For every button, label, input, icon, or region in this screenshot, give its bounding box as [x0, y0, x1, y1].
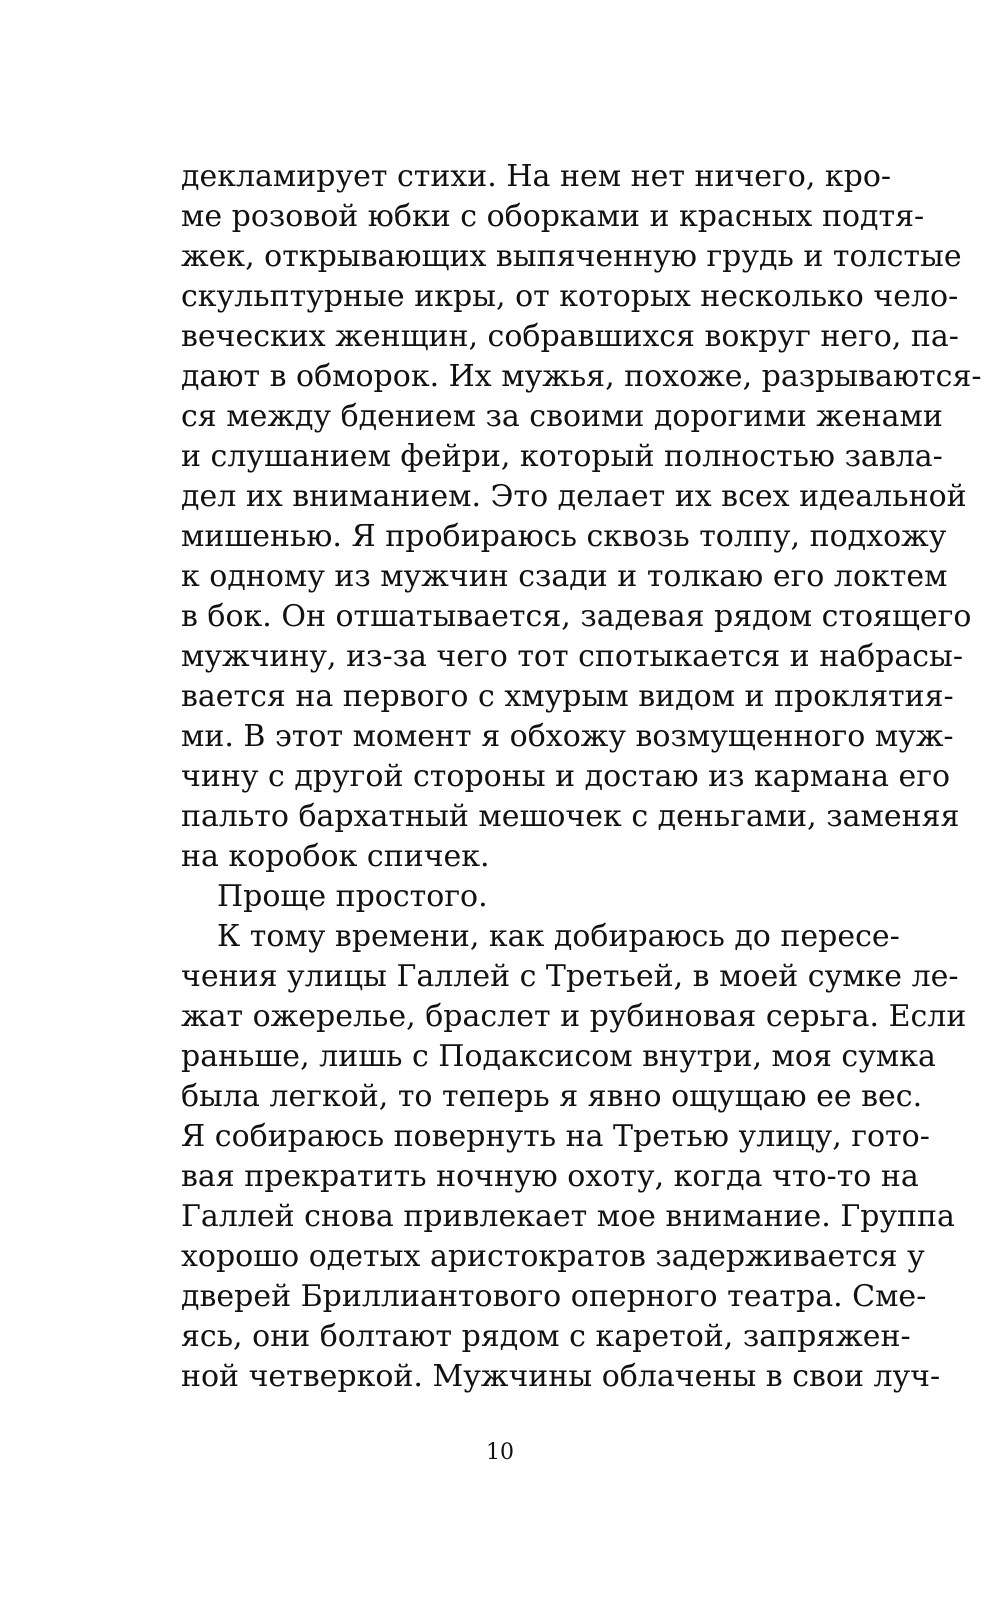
text-line-5: веческих женщин, собравшихся вокруг него, па- [181, 319, 959, 354]
text-line-26: вая прекратить ночную охоту, когда что-то на [181, 1159, 919, 1194]
text-line-1: декламирует стихи. На нем нет ничего, кро- [181, 159, 892, 194]
text-line-19: Проще простого. [217, 879, 488, 914]
text-line-11: к одному из мужчин сзади и толкаю его локтем [181, 559, 948, 594]
text-line-28: хорошо одетых аристократов задерживается у [181, 1239, 925, 1274]
text-line-9: дел их вниманием. Это делает их всех идеальной [181, 479, 967, 514]
body-text [181, 157, 982, 1397]
text-line-21: чения улицы Галлей с Третьей, в моей сумке ле- [181, 959, 959, 994]
text-line-15: ми. В этот момент я обхожу возмущенного муж- [181, 719, 954, 754]
text-line-16: чину с другой стороны и достаю из кармана его [181, 759, 951, 794]
text-line-7: ся между бдением за своими дорогими женами [181, 399, 943, 434]
page-number: 10 [486, 1440, 514, 1465]
text-line-2: ме розовой юбки с оборками и красных подтя- [181, 199, 925, 234]
text-line-6: дают в обморок. Их мужья, похоже, разрываются- [181, 359, 982, 394]
text-line-24: была легкой, то теперь я явно ощущаю ее вес. [181, 1079, 923, 1114]
text-line-12: в бок. Он отшатывается, задевая рядом стоящего [181, 599, 972, 634]
text-line-22: жат ожерелье, браслет и рубиновая серьга. Если [181, 999, 967, 1034]
text-line-23: раньше, лишь с Подаксисом внутри, моя сумка [181, 1039, 936, 1074]
text-line-27: Галлей снова привлекает мое внимание. Группа [181, 1199, 955, 1234]
text-line-31: ной четверкой. Мужчины облачены в свои луч- [181, 1359, 941, 1394]
text-line-17: пальто бархатный мешочек с деньгами, заменяя [181, 799, 960, 834]
text-line-8: и слушанием фейри, который полностью завла- [181, 439, 943, 474]
text-line-30: ясь, они болтают рядом с каретой, запряжен- [181, 1319, 911, 1354]
text-line-10: мишенью. Я пробираюсь сквозь толпу, подхожу [181, 519, 947, 554]
text-line-25: Я собираюсь повернуть на Третью улицу, гото- [181, 1119, 930, 1154]
text-line-20: К тому времени, как добираюсь до пересе- [217, 919, 900, 954]
text-line-3: жек, открывающих выпяченную грудь и толстые [181, 239, 962, 274]
text-line-18: на коробок спичек. [181, 839, 490, 874]
text-line-29: дверей Бриллиантового оперного театра. Сме- [181, 1279, 927, 1314]
text-line-4: скульптурные икры, от которых несколько чело- [181, 279, 959, 314]
text-line-14: вается на первого с хмурым видом и проклятия- [181, 679, 954, 714]
text-line-13: мужчину, из-за чего тот спотыкается и набрасы- [181, 639, 964, 674]
